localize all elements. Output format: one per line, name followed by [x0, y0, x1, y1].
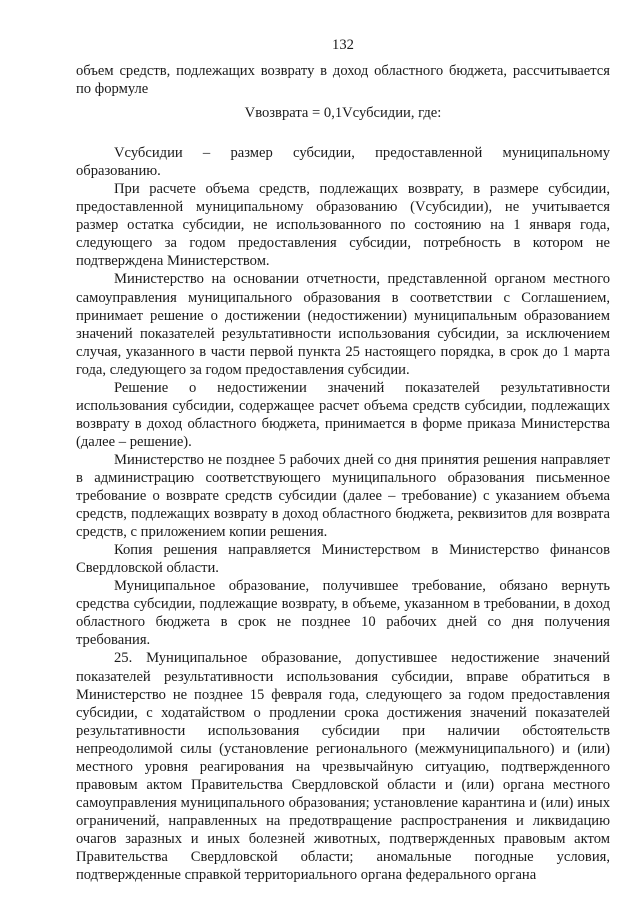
- page-number: 132: [332, 37, 354, 53]
- paragraph-requirement: Министерство не позднее 5 рабочих дней со дня принятия решения направляет в администрацию соответствующего муниципального образования письменное требование о возврате средств субсидии (далее – требование) с указанием объема средств, подлежащих возврату в доход областного бюджета, реквизитов для возврата средств, с приложением копии решения.: [76, 451, 610, 541]
- paragraph-return: Муниципальное образование, получившее требование, обязано вернуть средства субсидии, подлежащие возврату, в объеме, указанном в требовании, в доход областного бюджета в срок не позднее 10 рабочих дней со дня получения требования.: [76, 578, 610, 649]
- paragraph-item-25: 25. Муниципальное образование, допустившее недостижение значений показателей результативности использования субсидии, вправе обратиться в Министерство не позднее 15 февраля года, следующего за годом предоставления субсидии, с ходатайством о продлении срока достижения значений показателей результативности использования субсидии при наличии обстоятельств непреодолимой силы (установление регионального (межмуниципального) и (или) местного уровня реагирования на чрезвычайную ситуацию, подтвержденного правовым актом Правительства Свердловской области и (или) органа местного самоуправления муниципального образования; установление карантина и (или) иных ограничений, направленных на предотвращение распространения и ликвидацию очагов заразных и иных болезней животных, подтвержденных правовым актом Правительства Свердловской области; аномальные погодные условия, подтвержденные справкой территориального органа федерального органа: [76, 650, 610, 884]
- paragraph-decision-form: Решение о недостижении значений показателей результативности использования субсидии, содержащее расчет объема средств субсидии, подлежащих возврату в доход областного бюджета, принимается в форме приказа Министерства (далее – решение).: [76, 379, 610, 450]
- paragraph-copy: Копия решения направляется Министерством в Министерство финансов Свердловской области.: [76, 542, 610, 577]
- paragraph-calculation: При расчете объема средств, подлежащих возврату, в размере субсидии, предоставленной муниципальному образованию (Vсубсидии), не учитывается размер остатка субсидии, не использованного по состоянию на 1 января года, следующего за годом предоставления субсидии, потребность в котором не подтверждена Министерством.: [76, 181, 610, 270]
- paragraph-intro: объем средств, подлежащих возврату в доход областного бюджета, рассчитывается по формуле: [76, 63, 610, 98]
- paragraph-definition: Vсубсидии – размер субсидии, предоставленной муниципальному образованию.: [76, 145, 610, 180]
- paragraph-ministry-decision: Министерство на основании отчетности, представленной органом местного самоуправления муниципального образования в соответствии с Соглашением, принимает решение о достижении (недостижении) муниципальным образованием значений показателей результативности использования субсидии, за исключением случая, указанного в части первой пункта 25 настоящего порядка, в срок до 1 марта года, следующего за годом предоставления субсидии.: [76, 271, 610, 378]
- document-page: [76, 36, 610, 884]
- formula: Vвозврата = 0,1Vсубсидии, где:: [244, 105, 442, 122]
